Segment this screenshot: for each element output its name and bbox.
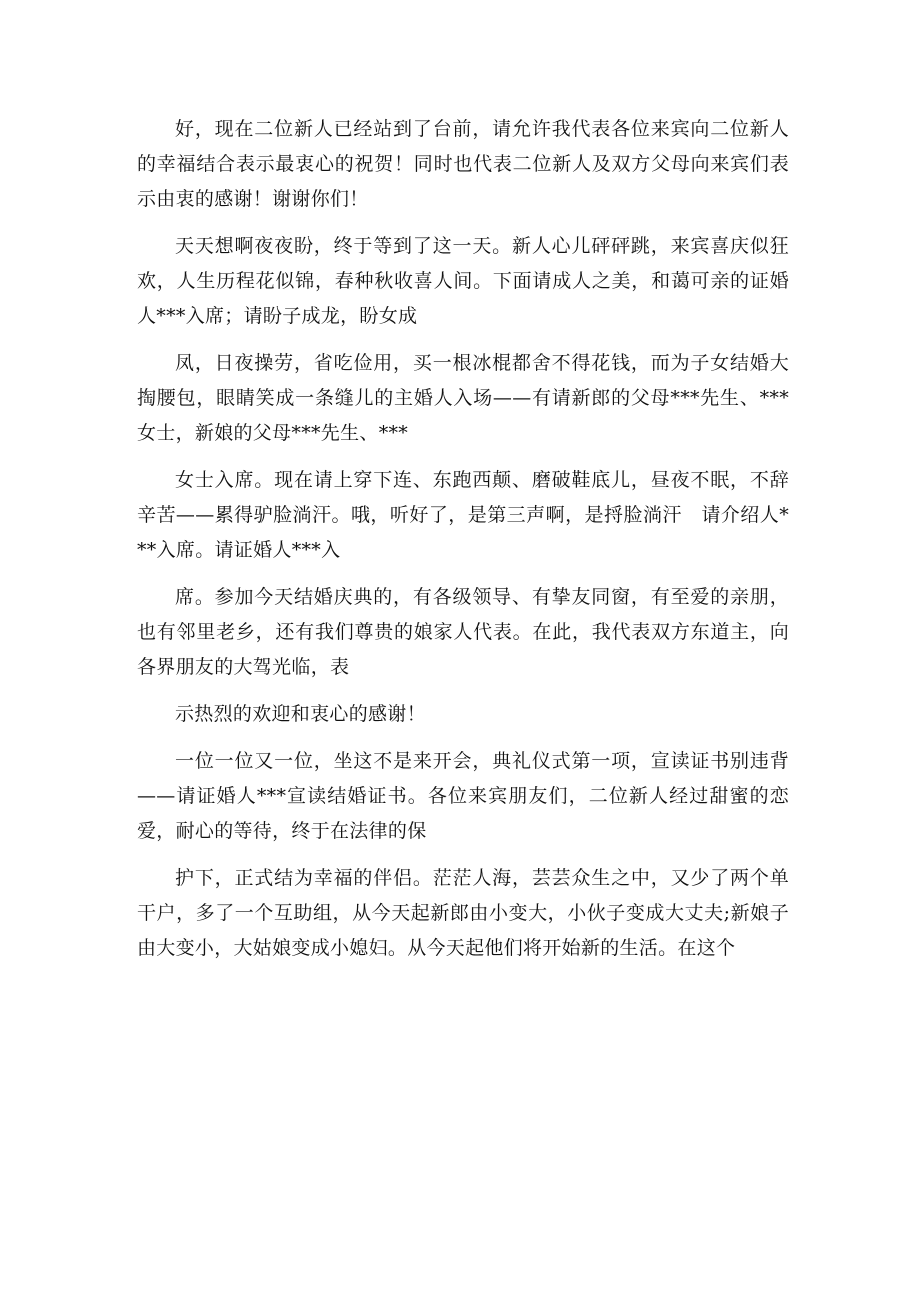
paragraph-7: 一位一位又一位，坐这不是来开会，典礼仪式第一项，宣读证书别违背——请证婚人***宣读结婚证书。各位来宾朋友们，二位新人经过甜蜜的恋爱，耐心的等待，终于在法律的保	[137, 750, 789, 842]
paragraph-5: 席。参加今天结婚庆典的，有各级领导、有挚友同窗，有至爱的亲朋，也有邻里老乡，还有我们尊贵的娘家人代表。在此，我代表双方东道主，向各界朋友的大驾光临，表	[137, 586, 789, 678]
paragraph-3: 凤，日夜操劳，省吃俭用，买一根冰棍都舍不得花钱，而为子女结婚大掏腰包，眼睛笑成一条缝儿的主婚人入场——有请新郎的父母***先生、***女士，新娘的父母***先生、***	[137, 352, 789, 444]
document-body	[137, 112, 789, 978]
paragraph-4: 女士入席。现在请上穿下连、东跑西颠、磨破鞋底儿，昼夜不眠，不辞辛苦——累得驴脸淌汗。哦，听好了，是第三声啊，是捋脸淌汗 请介绍人***入席。请证婚人***入	[137, 469, 789, 561]
paragraph-1: 好，现在二位新人已经站到了台前，请允许我代表各位来宾向二位新人的幸福结合表示最衷心的祝贺！同时也代表二位新人及双方父母向来宾们表示由衷的感谢！谢谢你们！	[137, 118, 789, 210]
paragraph-2: 天天想啊夜夜盼，终于等到了这一天。新人心儿砰砰跳，来宾喜庆似狂欢，人生历程花似锦，春种秋收喜人间。下面请成人之美，和蔼可亲的证婚人***入席；请盼子成龙，盼女成	[137, 235, 789, 327]
paragraph-6: 示热烈的欢迎和衷心的感谢！	[175, 703, 426, 725]
paragraph-8: 护下，正式结为幸福的伴侣。茫茫人海，芸芸众生之中，又少了两个单干户，多了一个互助组，从今天起新郎由小变大，小伙子变成大丈夫;新娘子由大变小，大姑娘变成小媳妇。从今天起他们将开始新的生活。在这个	[137, 867, 789, 959]
